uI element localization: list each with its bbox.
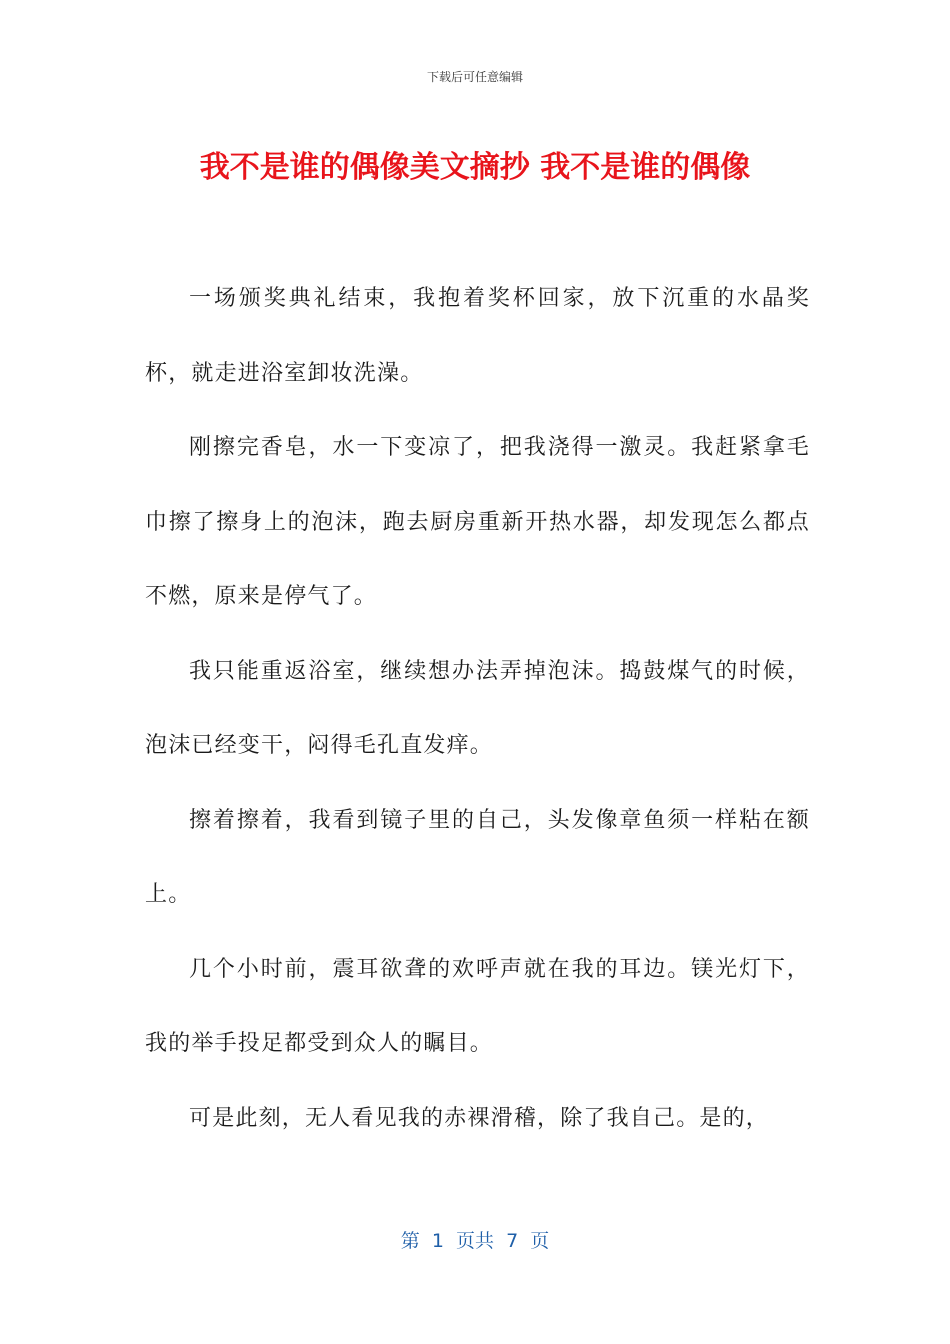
article-body [145,262,810,1156]
paragraph: 我只能重返浴室，继续想办法弄掉泡沫。捣鼓煤气的时候，泡沫已经变干，闷得毛孔直发痒。 [145,658,810,758]
page-number-footer: 第 1 页共 7 页 [400,1230,550,1252]
header-note: 下载后可任意编辑 [426,70,523,84]
paragraph: 几个小时前，震耳欲聋的欢呼声就在我的耳边。镁光灯下，我的举手投足都受到众人的瞩目。 [145,956,810,1056]
paragraph: 刚擦完香皂，水一下变凉了，把我浇得一激灵。我赶紧拿毛巾擦了擦身上的泡沫，跑去厨房重新开热水器，却发现怎么都点不燃，原来是停气了。 [145,435,810,609]
paragraph: 一场颁奖典礼结束，我抱着奖杯回家，放下沉重的水晶奖杯，就走进浴室卸妆洗澡。 [145,286,810,386]
paragraph: 擦着擦着，我看到镜子里的自己，头发像章鱼须一样粘在额上。 [145,807,810,907]
page-title: 我不是谁的偶像美文摘抄 我不是谁的偶像 [199,150,751,185]
paragraph: 可是此刻，无人看见我的赤裸滑稽，除了我自己。是的， [189,1105,770,1131]
